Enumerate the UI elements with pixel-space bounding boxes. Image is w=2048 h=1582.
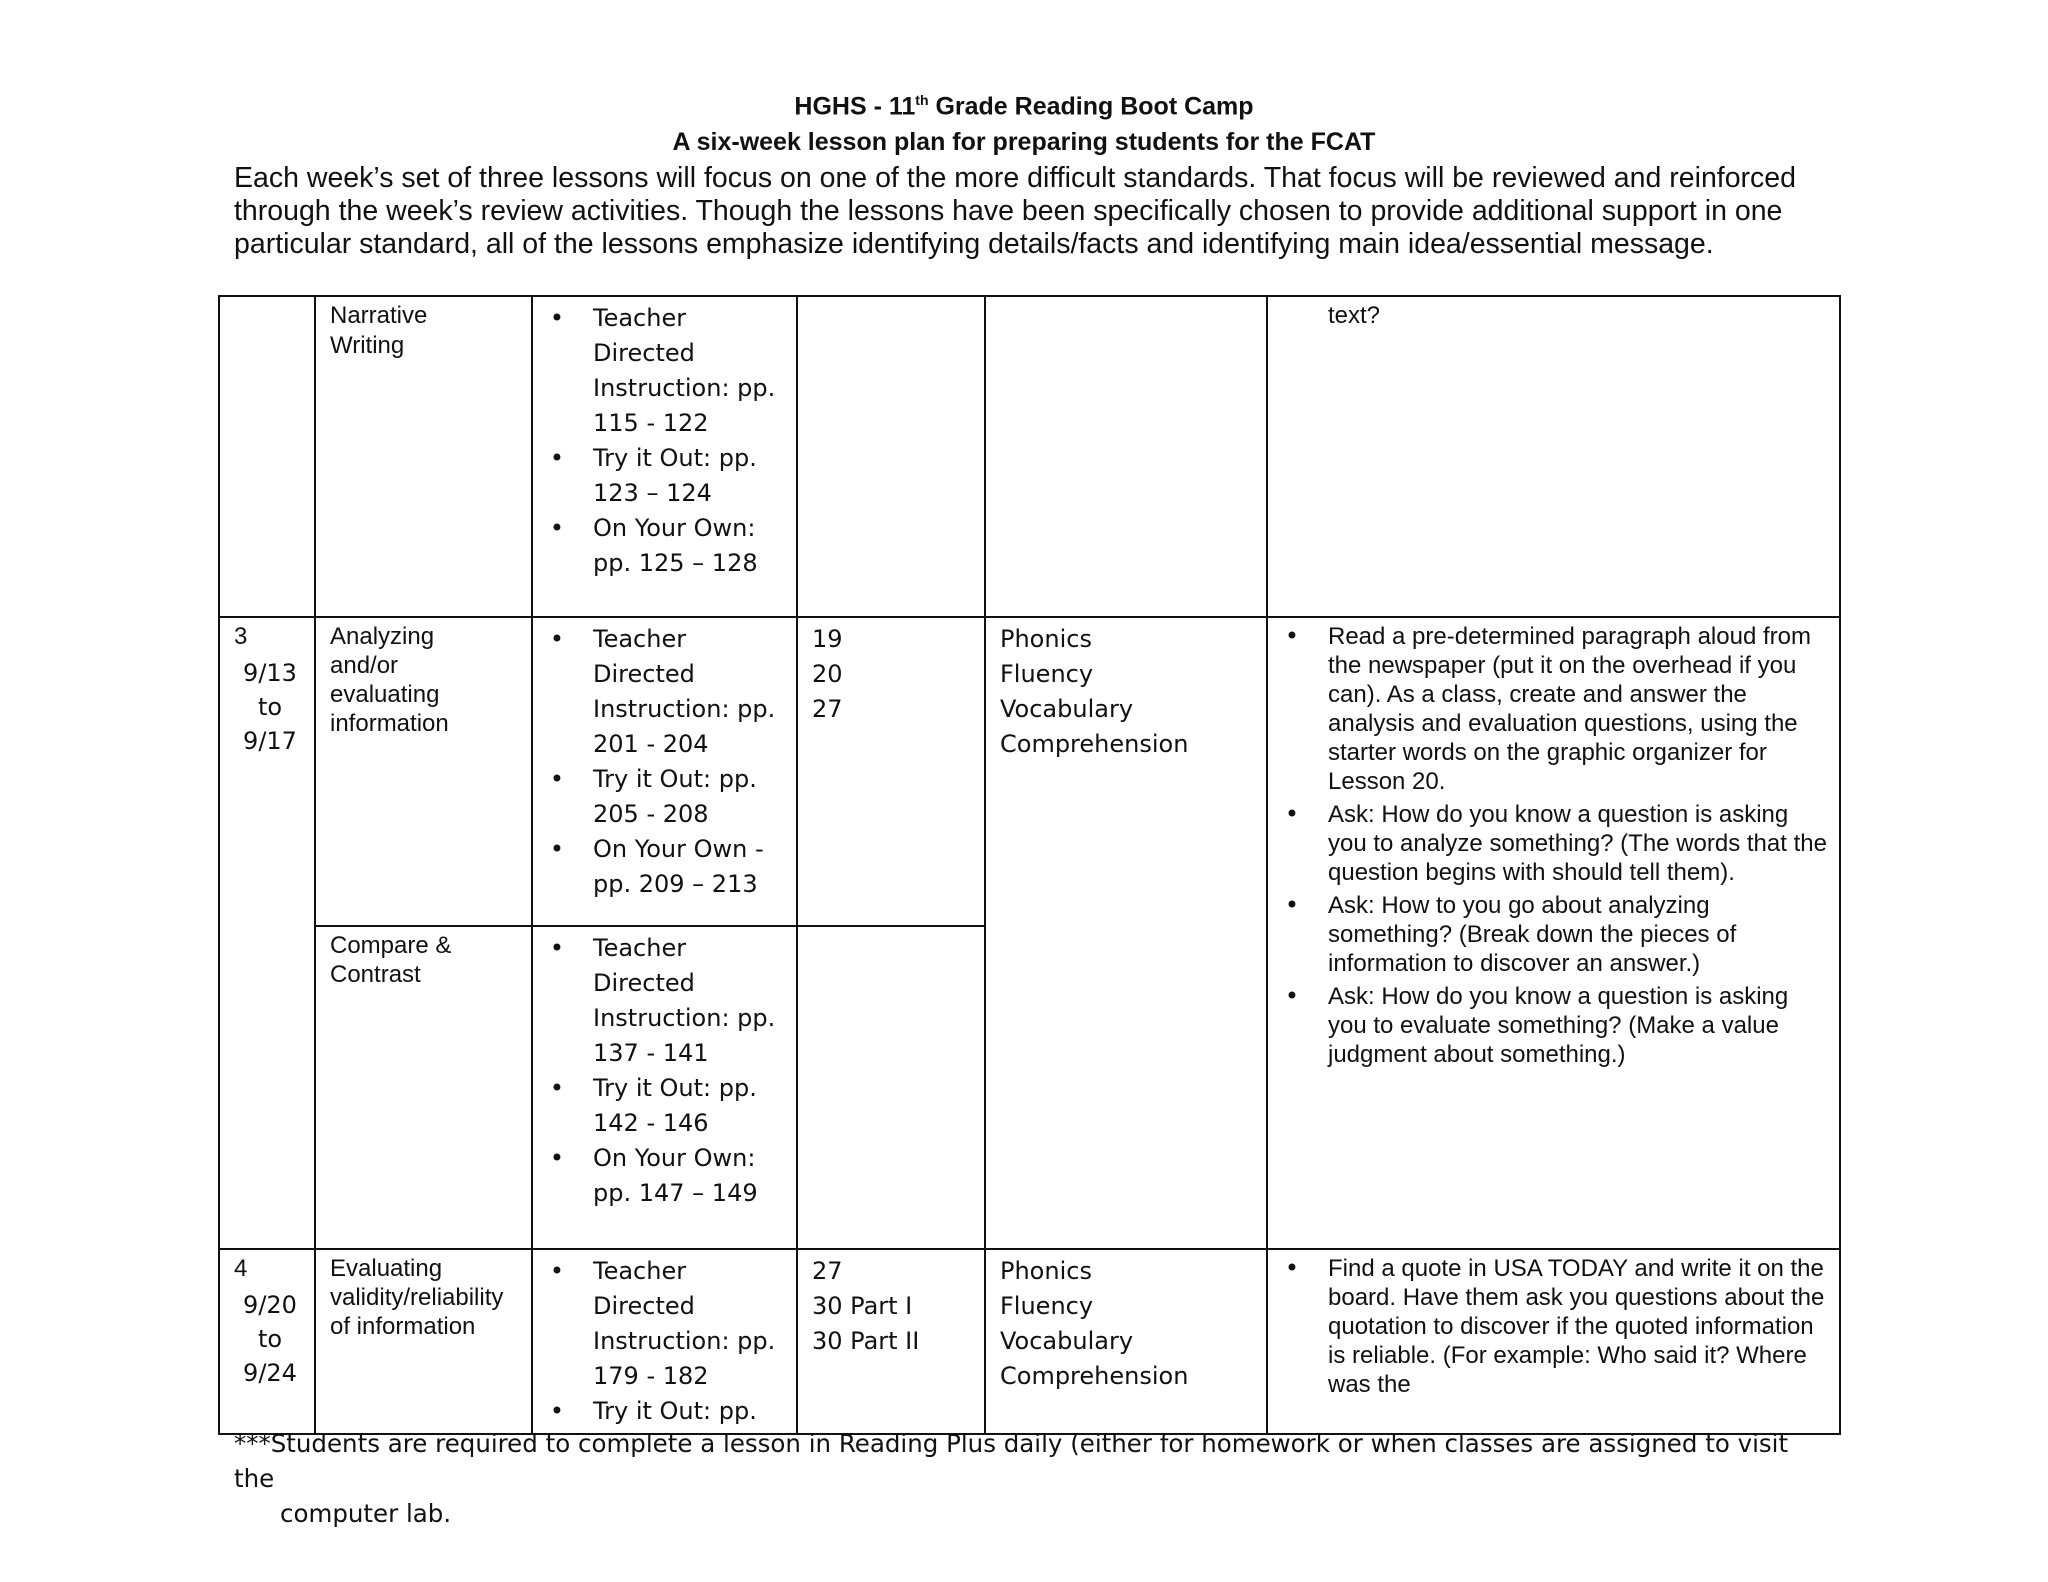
list-item: • Ask: How do you know a question is asking you to evaluate something? (Make a value judgment about something.) — [1328, 982, 1831, 1069]
week-cell — [219, 296, 315, 617]
review-cell — [1267, 617, 1840, 1249]
week-dates: 9/20 to 9/24 — [243, 1291, 297, 1387]
numbers-cell — [797, 926, 985, 1249]
week-cell: 3 9/13 to 9/17 — [219, 617, 315, 1249]
list-item: • On Your Own: pp. 147 – 149 — [593, 1141, 788, 1211]
review-list — [1282, 1254, 1831, 1399]
page-subtitle: A six-week lesson plan for preparing students for the FCAT — [672, 128, 1376, 156]
week-dates: 9/13 to 9/17 — [243, 659, 297, 755]
lessons-list — [547, 931, 788, 1211]
list-item: • Find a quote in USA TODAY and write it on the board. Have them ask you questions about the quotation to discover if the quoted information is reliable. (For example: Who said it? Where was the — [1328, 1254, 1831, 1399]
review-cell — [1267, 1249, 1840, 1434]
review-cell: text? — [1267, 296, 1840, 617]
list-item: • Try it Out: pp. 142 - 146 — [593, 1071, 788, 1141]
skills-cell: Phonics Fluency Vocabulary Comprehension — [985, 1249, 1267, 1434]
lessons-cell — [532, 296, 797, 617]
footnote: ***Students are required to complete a lesson in Reading Plus daily (either for homework or when classes are assigned to visit the computer lab. — [234, 1429, 1789, 1528]
lessons-list — [547, 622, 788, 902]
numbers-cell — [797, 296, 985, 617]
intro-paragraph: Each week’s set of three lessons will focus on one of the more difficult standards. That focus will be reviewed and reinforced through the week’s review activities. Though the lessons have been specifically chosen to provide additional support in one particular standard, all of the lessons emphasize identifying details/facts and identifying main idea/essential message. — [234, 162, 1797, 260]
skills-cell — [985, 296, 1267, 617]
lessons-list — [547, 1254, 788, 1429]
numbers-cell: 27 30 Part I 30 Part II — [797, 1249, 985, 1434]
table-row — [219, 1249, 1840, 1434]
page-title: HGHS - 11th Grade Reading Boot Camp — [794, 92, 1254, 121]
lessons-cell — [532, 617, 797, 926]
list-item: • Teacher Directed Instruction: pp. 201 - 204 — [593, 622, 788, 762]
lesson-plan-table — [218, 295, 1841, 1435]
list-item: • Teacher Directed Instruction: pp. 115 - 122 — [593, 301, 788, 441]
standard-cell: Narrative Writing — [315, 296, 532, 617]
standard-cell: Analyzing and/or evaluating information — [315, 617, 532, 926]
list-item: • On Your Own - pp. 209 – 213 — [593, 832, 788, 902]
list-item: • Ask: How to you go about analyzing something? (Break down the pieces of information to discover an answer.) — [1328, 891, 1831, 978]
list-item: • Try it Out: pp. 205 - 208 — [593, 762, 788, 832]
list-item: • On Your Own: pp. 125 – 128 — [593, 511, 788, 581]
table-row — [219, 296, 1840, 617]
standard-cell: Compare & Contrast — [315, 926, 532, 1249]
list-item: • Try it Out: pp. 123 – 124 — [593, 441, 788, 511]
list-item: • Read a pre-determined paragraph aloud from the newspaper (put it on the overhead if you can). As a class, create and answer the analysis and evaluation questions, using the starter words on the graphic organizer for Lesson 20. — [1328, 622, 1831, 796]
standard-cell: Evaluating validity/reliability of information — [315, 1249, 532, 1434]
table-row — [219, 617, 1840, 926]
week-cell: 4 9/20 to 9/24 — [219, 1249, 315, 1434]
list-item: • Ask: How do you know a question is asking you to analyze something? (The words that the question begins with should tell them). — [1328, 800, 1831, 887]
lessons-cell — [532, 1249, 797, 1434]
list-item: • Try it Out: pp. — [593, 1394, 788, 1429]
list-item: • Teacher Directed Instruction: pp. 137 - 141 — [593, 931, 788, 1071]
skills-cell: Phonics Fluency Vocabulary Comprehension — [985, 617, 1267, 1249]
lessons-cell — [532, 926, 797, 1249]
lessons-list — [547, 301, 788, 581]
numbers-cell: 19 20 27 — [797, 617, 985, 926]
list-item: • Teacher Directed Instruction: pp. 179 - 182 — [593, 1254, 788, 1394]
review-list — [1282, 622, 1831, 1069]
